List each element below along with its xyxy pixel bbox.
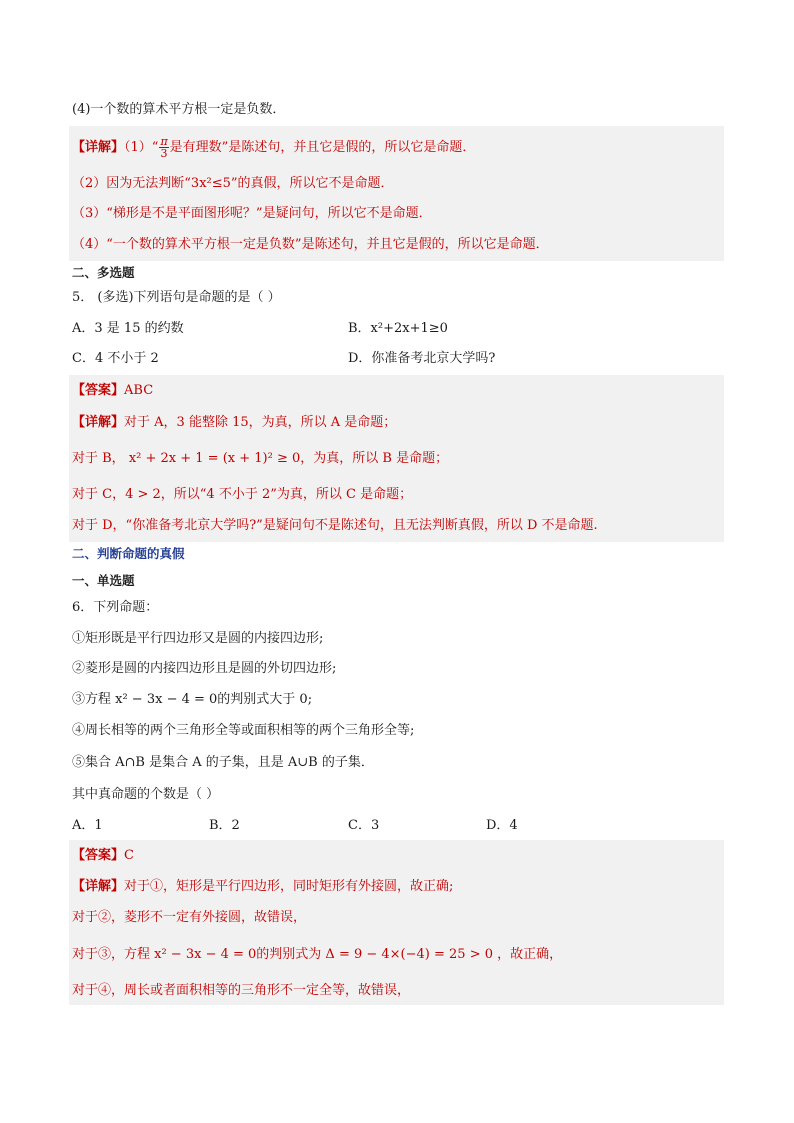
q6-explanation-3: 对于③，方程 x² − 3x − 4 = 0的判别式为 Δ = 9 − 4×(−4) = 25 > 0 ，故正确， — [72, 947, 563, 962]
explanation-tag: 【详解】 — [72, 140, 125, 155]
q6-option-b: B．2 — [209, 818, 240, 833]
pi-over-3-fraction: $\frac{\pi}{3}$ — [160, 135, 168, 160]
question-6-stem: 6．下列命题： — [72, 600, 159, 615]
q6-proposition-4: ④周长相等的两个三角形全等或面积相等的两个三角形全等; — [72, 723, 415, 738]
q5-answer: 【答案】ABC — [72, 383, 154, 398]
q5-explanation-3: 对于 C，4 > 2，所以“4 不小于 2”为真，所以 C 是命题； — [72, 487, 413, 502]
q6-explanation-1: 【详解】对于①，矩形是平行四边形，同时矩形有外接圆，故正确; — [72, 879, 454, 894]
q6-proposition-3: ③方程 x² − 3x − 4 = 0的判别式大于 0; — [72, 692, 313, 707]
question-4-statement: (4)一个数的算术平方根一定是负数． — [72, 102, 286, 117]
question-5-stem: 5． (多选)下列语句是命题的是（ ） — [72, 290, 281, 305]
q6-question: 其中真命题的个数是（ ） — [72, 787, 220, 802]
q6-option-a: A．1 — [72, 818, 103, 833]
q6-answer: 【答案】C — [72, 848, 134, 863]
q5-option-d: D．你准备考北京大学吗? — [348, 351, 496, 366]
q6-proposition-2: ②菱形是圆的内接四边形且是圆的外切四边形; — [72, 661, 337, 676]
q5-option-b: B．x²+2x+1≥0 — [348, 321, 448, 336]
explanation-line-3: （3）“梯形是不是平面图形呢？”是疑问句，所以它不是命题． — [72, 206, 432, 221]
q5-option-c: C．4 不小于 2 — [72, 351, 159, 366]
q6-explanation-2: 对于②，菱形不一定有外接圆，故错误， — [72, 910, 307, 925]
q5-explanation-1: 【详解】对于 A，3 能整除 15，为真，所以 A 是命题； — [72, 415, 397, 430]
q5-explanation-4: 对于 D，“你准备考北京大学吗?”是疑问句不是陈述句，且无法判断真假，所以 D 不是命题. — [72, 518, 598, 533]
q6-proposition-5: ⑤集合 A∩B 是集合 A 的子集，且是 A∪B 的子集． — [72, 755, 374, 770]
q5-option-a: A．3 是 15 的约数 — [72, 321, 184, 336]
section-heading-multi-choice: 二、多选题 — [72, 265, 135, 280]
section-heading-judge-truth: 二、判断命题的真假 — [72, 546, 185, 561]
explanation-line-1: 【详解】（1）“ $\frac{\pi}{3}$ 是有理数”是陈述句，并且它是假的，所以它是命题． — [72, 135, 476, 160]
q6-option-c: C．3 — [348, 818, 380, 833]
q6-option-d: D．4 — [486, 818, 518, 833]
explanation-line-4: （4）“一个数的算术平方根一定是负数”是陈述句，并且它是假的，所以它是命题． — [72, 237, 549, 252]
explanation-line-2: （2）因为无法判断“3x²≤5”的真假，所以它不是命题． — [72, 176, 394, 191]
section-heading-single-choice: 一、单选题 — [72, 573, 135, 588]
q5-explanation-2: 对于 B， x² + 2x + 1 = (x + 1)² ≥ 0，为真，所以 B 是命题； — [72, 451, 449, 466]
q6-explanation-4: 对于④，周长或者面积相等的三角形不一定全等，故错误， — [72, 983, 411, 998]
q6-proposition-1: ①矩形既是平行四边形又是圆的内接四边形; — [72, 631, 324, 646]
